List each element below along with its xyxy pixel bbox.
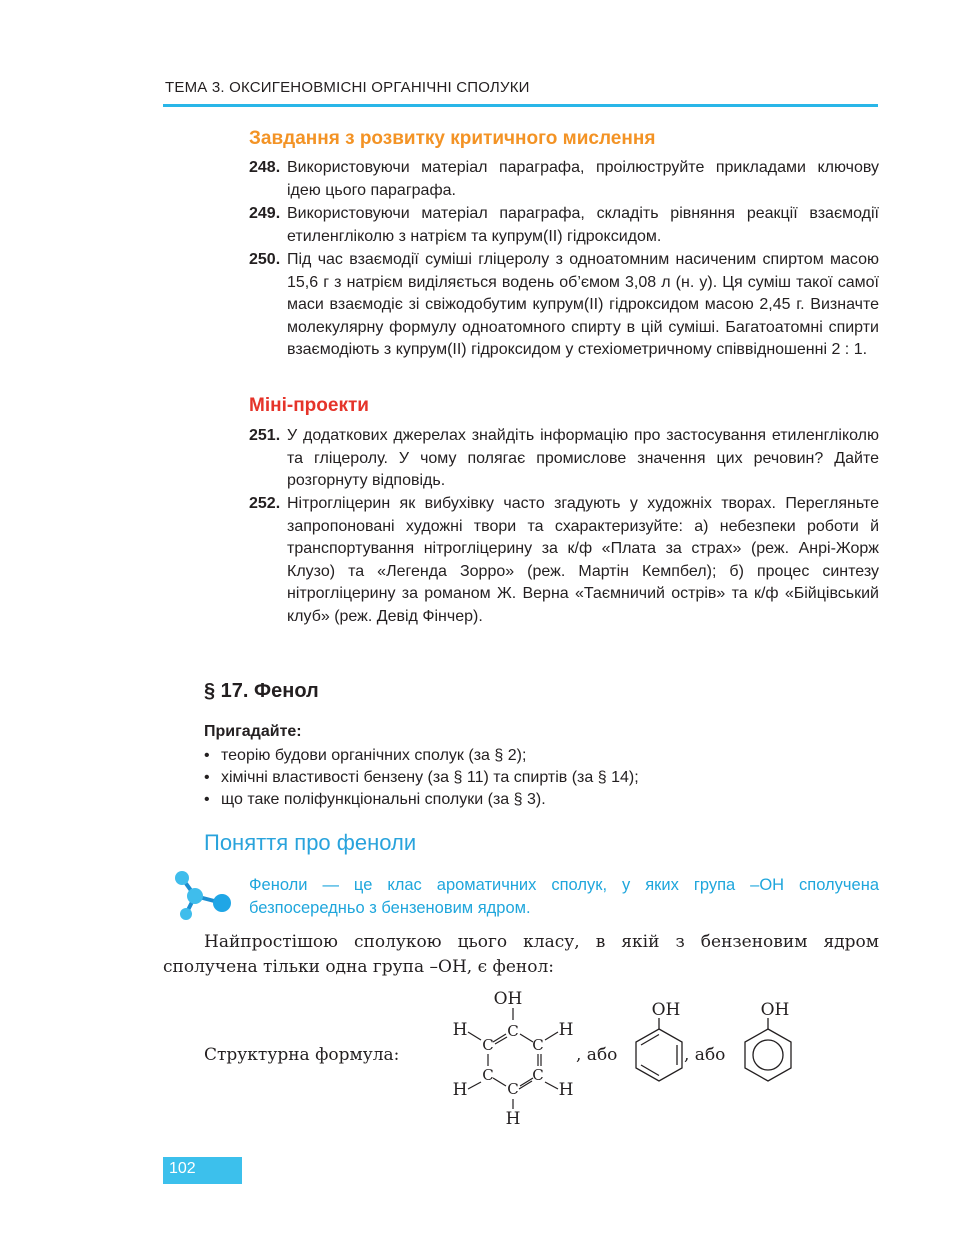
phenol-kekule-formula xyxy=(628,996,690,1086)
task-252 xyxy=(249,493,879,629)
task-text: Використовуючи матеріал параграфа, проілюструйте прикладами ключову ідею цього параграфа. xyxy=(287,159,879,199)
list-item: • теорію будови органічних сполук (за § 2); xyxy=(204,745,639,767)
task-number: 249. xyxy=(249,205,281,222)
hydroxyl-label: OH xyxy=(651,1000,681,1020)
task-text: Використовуючи матеріал параграфа, складіть рівняння реакції взаємодії етиленгліколю з натрієм та купрум(ІІ) гідроксидом. xyxy=(287,205,879,245)
task-text: У додаткових джерелах знайдіть інформацію про застосування етиленгліколю та гліцеролу. У чому полягає промислове значення цих речовин? Дайте розгорнуту відповідь. xyxy=(287,427,879,490)
task-text: Під час взаємодії суміші гліцеролу з одноатомним насиченим спиртом масою 15,6 г з натрієм виділяється водень об’ємом 3,08 л (н. у). Ця суміш такої самої маси взаємодіє зі свіжодобутим купрум(ІІ) гідроксидом масою 2,45 г. Визначте молекулярну формулу одноатомного спирту в цій суміші. Багатоатомні спирти взаємодіють з купрум(ІІ) гідроксидом у стехіометричному співвідношенні 2 : 1. xyxy=(287,251,879,359)
hydrogen-label: H xyxy=(452,1080,468,1100)
header-divider xyxy=(163,104,878,107)
carbon-label: C xyxy=(532,1036,544,1054)
phenol-full-structural-formula xyxy=(446,986,578,1132)
or-separator: , або xyxy=(684,1045,726,1065)
task-248 xyxy=(249,157,879,202)
molecule-icon xyxy=(170,868,236,924)
or-separator: , або xyxy=(576,1045,618,1065)
chapter-title: ТЕМА 3. ОКСИГЕНОВМІСНІ ОРГАНІЧНІ СПОЛУКИ xyxy=(165,79,530,96)
page-number: 102 xyxy=(169,1160,196,1177)
mini-projects-heading: Міні-проекти xyxy=(249,395,369,416)
body-paragraph: Найпростішою сполукою цього класу, в якій з бензеновим ядром сполучена тільки одна група –OH, є фенол: xyxy=(163,932,879,977)
carbon-label: C xyxy=(507,1080,519,1098)
carbon-label: C xyxy=(482,1036,494,1054)
task-number: 252. xyxy=(249,495,281,512)
page-header xyxy=(163,79,878,109)
list-item: • що таке поліфункціональні сполуки (за § 3). xyxy=(204,789,639,811)
paragraph-title: § 17. Фенол xyxy=(204,680,319,702)
task-251 xyxy=(249,425,879,493)
task-number: 251. xyxy=(249,427,281,444)
page-number-badge xyxy=(163,1157,242,1184)
hydrogen-label: H xyxy=(452,1020,468,1040)
structure-label: Структурна формула: xyxy=(204,1045,400,1065)
hydroxyl-label: OH xyxy=(493,989,523,1009)
carbon-label: C xyxy=(507,1022,519,1040)
phenol-definition: Феноли — це клас ароматичних сполук, у яких група –ОН сполучена безпосередньо з бензеновим ядром. xyxy=(249,876,879,917)
hydroxyl-label: OH xyxy=(760,1000,790,1020)
task-250 xyxy=(249,249,879,362)
list-item: • хімічні властивості бензену (за § 11) та спиртів (за § 14); xyxy=(204,767,639,789)
recall-title: Пригадайте: xyxy=(204,723,302,740)
hydrogen-label: H xyxy=(505,1109,521,1129)
hydrogen-label: H xyxy=(558,1080,574,1100)
task-number: 248. xyxy=(249,159,281,176)
task-249 xyxy=(249,203,879,248)
carbon-label: C xyxy=(532,1066,544,1084)
section-title: Поняття про феноли xyxy=(204,830,417,855)
recall-list xyxy=(204,745,639,811)
task-number: 250. xyxy=(249,251,281,268)
task-text: Нітрогліцерин як вибухівку часто згадують у художніх творах. Перегляньте запропоновані художні твори та схарактеризуйте: а) небезпеки роботи й транспортування нітрогліцерину за к/ф «Плата за страх» (реж. Анрі-Жорж Клузо) та «Легенда Зорро» (реж. Мартін Кемпбел); б) процес синтезу нітрогліцерину за романом Ж. Верна «Таємничий острів» та к/ф «Бійцівський клуб» (реж. Девід Фінчер). xyxy=(287,495,879,625)
carbon-label: C xyxy=(482,1066,494,1084)
hydrogen-label: H xyxy=(558,1020,574,1040)
critical-thinking-heading: Завдання з розвитку критичного мислення xyxy=(249,128,656,149)
phenol-aromatic-formula xyxy=(737,996,799,1086)
